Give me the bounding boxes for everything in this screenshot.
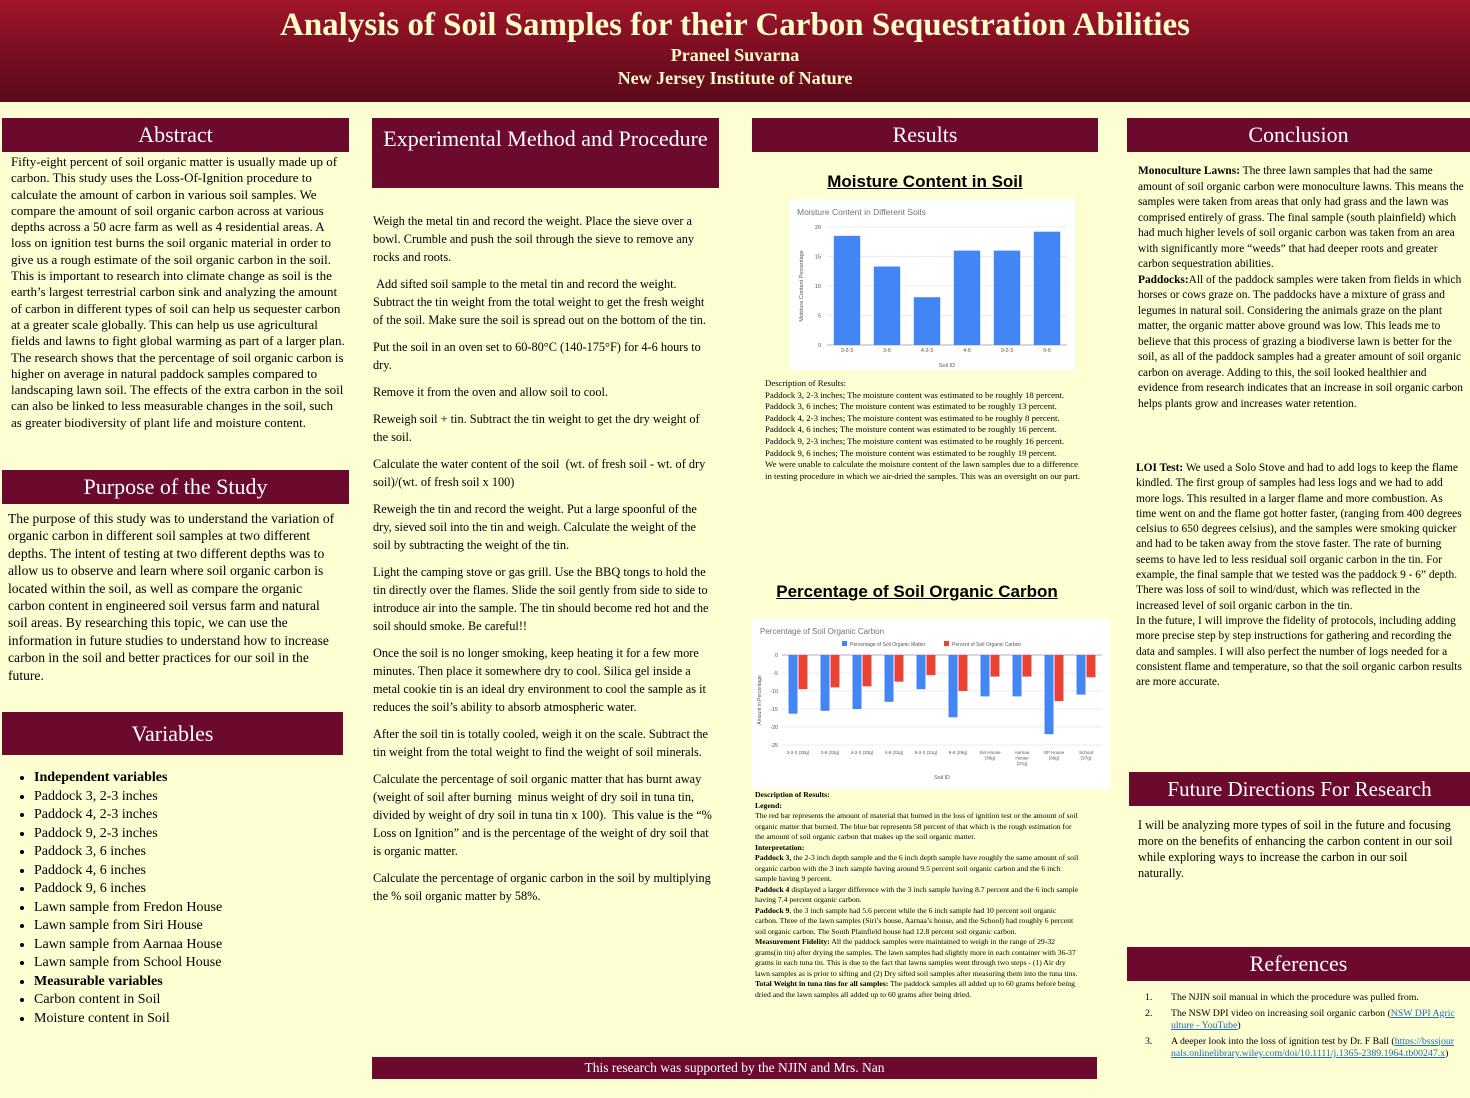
conclusion-lawns-label: Monoculture Lawns: xyxy=(1138,165,1240,177)
carbon-desc-line xyxy=(755,811,1080,843)
carbon-desc-label: Measurement Fidelity: xyxy=(755,937,830,946)
variable-item: • Paddock 9, 2-3 inches xyxy=(34,825,354,844)
x-tick-label: 9-2-3 xyxy=(1000,348,1014,354)
x-tick-label: School xyxy=(1078,750,1094,755)
y-tick-label: -5 xyxy=(773,671,778,677)
carbon-desc-text: , the 3 inch sample had 5.6 percent while the 6 inch sample had 10 percent soil organic carbon. Three of the lawn samples (Siri’s house, Aarnaa’s house, and the School) had roughly 6 percent soil organic carbon. The South Plainfield house had 12.8 percent soil organic carbon. xyxy=(755,905,1074,936)
carbon-chart-svg xyxy=(752,619,1110,789)
bar xyxy=(949,655,958,717)
x-axis-label: Soil ID xyxy=(934,775,950,781)
carbon-desc-text: displayed a larger difference with the 3 inch sample having 8.7 percent and the 6 inch sample having 7.4 percent organic carbon. xyxy=(755,884,1079,904)
variable-item: • Paddock 4, 2-3 inches xyxy=(34,806,354,825)
moisture-chart-svg xyxy=(789,199,1075,370)
variable-item: • Measurable variables xyxy=(34,973,354,992)
reference-text: The NSW DPI video on increasing soil organic carbon ( xyxy=(1171,1007,1391,1019)
reference-item xyxy=(1133,1036,1458,1061)
purpose-text: The purpose of this study was to understand the variation of organic carbon in different soil samples at two different depths. The intent of testing at two different depths was to allow us to observe and learn where soil organic carbon is located within the soil, as well as compare the organic carbon content in engineered soil versus farm and natural soil areas. By researching this topic, we can use the information in future studies to understand how to increase carbon in the soil and better practices for our soil in the future. xyxy=(8,511,335,683)
variable-item: • Lawn sample from Aarnaa House xyxy=(34,936,354,955)
x-tick-label: 9-6 (29g) xyxy=(948,750,968,755)
reference-text: The NJIN soil manual in which the procedure was pulled from. xyxy=(1171,992,1419,1003)
loi-body: We used a Solo Stove and had to add logs to keep the flame kindled. The first group of samples had less logs and we had to add more logs. This resulted in a larger flame and more combustion. As time went on and the flame got hotter faster, (ranging from 400 degrees celsius to 650 degrees celsius), and the samples were smoking quicker and had to be taken away from the stove faster. The rate of burning seems to have led to less residual soil organic carbon in the tin. For example, the final sample that we tested was the paddock 9 - 6” depth. There was loss of soil to wind/dust, which was reflected in the increased level of soil organic carbon in the tin. xyxy=(1136,462,1462,612)
poster-title: Analysis of Soil Samples for their Carbon Sequestration Abilities xyxy=(279,7,1191,43)
carbon-chart xyxy=(752,619,1110,789)
references-list xyxy=(1133,992,1458,1064)
carbon-desc-line xyxy=(755,979,1080,1000)
bar xyxy=(917,655,926,689)
carbon-desc-label: Description of Results: xyxy=(755,790,830,799)
method-step: Reweigh soil + tin. Subtract the tin weight to get the dry weight of the soil. xyxy=(373,412,703,444)
x-tick-label: 9-6 xyxy=(1043,348,1051,354)
y-tick-label: 15 xyxy=(814,254,821,261)
bar xyxy=(1013,655,1022,696)
poster-header xyxy=(0,0,1470,102)
loi-text xyxy=(1136,461,1464,690)
conclusion-lawns xyxy=(1138,164,1464,273)
conclusion-text xyxy=(1138,164,1464,412)
bar xyxy=(1034,232,1060,345)
reference-number: 2. xyxy=(1145,1007,1153,1019)
carbon-desc-line xyxy=(755,801,1080,812)
method-step: Calculate the percentage of soil organic matter that has burnt away (weight of soil after burning minus weight of dry soil in tuna tin, divided by weight of dry soil in tuna tin x 100). This value is the “% Loss on Ignition” and is the percentage of the weight of dry soil that is organic matter. xyxy=(373,772,715,858)
moisture-desc-line: Paddock 4, 6 inches; The moisture content was estimated to be roughly 16 percent. xyxy=(765,424,1057,435)
y-tick-label: 10 xyxy=(814,284,821,290)
bar xyxy=(994,251,1020,345)
variable-item: • Paddock 3, 2-3 inches xyxy=(34,788,354,807)
method-step: Once the soil is no longer smoking, keep heating it for a few more minutes. Then place it somewhere dry to cool. Silica gel inside a metal cookie tin is an ideal dry environment to cool the sample as it reduces the soil’s ability to absorb atmospheric water. xyxy=(373,646,710,714)
carbon-desc-line xyxy=(755,790,1080,801)
x-tick-label: 4-2-3 xyxy=(920,348,934,354)
y-axis-label: Amount in Percentage xyxy=(757,675,763,725)
bar xyxy=(927,655,936,675)
carbon-desc-text: The red bar represents the amount of material that burned in the loss of ignition test or the amount of soil organic matter that burned. The blue bar represents 58 percent of that which is the rough estimation for the amount of soil organic carbon that makes up the soil organic matter. xyxy=(755,811,1078,841)
bar xyxy=(914,297,940,345)
bar xyxy=(789,655,798,714)
moisture-desc-line: Paddock 9, 2-3 inches; The moisture content was estimated to be roughly 16 percent. xyxy=(765,435,1065,446)
conclusion-paddocks xyxy=(1138,273,1464,413)
moisture-subheading: Moisture Content in Soil xyxy=(827,172,1023,191)
method-step: Calculate the water content of the soil (wt. of fresh soil - wt. of dry soil)/(wt. of fresh soil x 100) xyxy=(373,457,709,489)
method-step: Weigh the metal tin and record the weight. Place the sieve over a bowl. Crumble and push the soil through the sieve to remove any rocks and roots. xyxy=(373,214,698,264)
bar xyxy=(885,655,894,702)
y-tick-label: 0 xyxy=(817,343,821,349)
bar xyxy=(959,655,968,691)
reference-link[interactable]: NSW DPI Agriculture - YouTube xyxy=(1171,1007,1455,1031)
variable-item: • Independent variables xyxy=(34,769,354,788)
moisture-desc-line: Paddock 3, 6 inches; The moisture content was estimated to be roughly 13 percent. xyxy=(765,401,1057,412)
bar xyxy=(799,655,808,689)
reference-link[interactable]: https://bsssjournals.onlinelibrary.wiley.com/doi/10.1111/j.1365-2389.1964.tb00247.x xyxy=(1171,1035,1455,1059)
carbon-subheading: Percentage of Soil Organic Carbon xyxy=(776,582,1058,601)
author-name: Praneel Suvarna xyxy=(670,45,800,65)
moisture-chart xyxy=(789,199,1075,370)
variables-list xyxy=(16,769,354,1028)
x-tick-label: (36g) xyxy=(1048,755,1060,761)
method-step: Calculate the percentage of organic carbon in the soil by multiplying the % soil organic matter by 58%. xyxy=(373,871,714,903)
x-tick-label: (37g) xyxy=(1080,755,1092,761)
conclusion-future: In the future, I will improve the fidelity of protocols, including adding more precise step by step instructions for gathering and recording the data and samples. I will also perfect the number of logs needed for a consistent flame and temperature, so that the soil organic carbon results are more accurate. xyxy=(1136,614,1462,689)
method-heading: Experimental Method and Procedure xyxy=(372,118,719,188)
y-tick-label: -20 xyxy=(770,725,778,731)
moisture-desc-line: Paddock 3, 2-3 inches; The moisture content was estimated to be roughly 18 percent. xyxy=(765,389,1065,400)
x-tick-label: 4-6 (31g) xyxy=(884,750,904,755)
reference-item xyxy=(1133,992,1458,1005)
method-step: After the soil tin is totally cooled, weigh it on the scale. Subtract the tin weight from the total weight to find the weight of soil minerals. xyxy=(373,727,712,759)
carbon-desc-label: Paddock 4 xyxy=(755,884,790,894)
carbon-desc-line xyxy=(755,853,1080,885)
x-tick-label: House xyxy=(1015,755,1029,761)
legend-label: Percent of Soil Organic Carbon xyxy=(952,642,1022,648)
variable-item: • Paddock 3, 6 inches xyxy=(34,843,354,862)
institution-name: New Jersey Institute of Nature xyxy=(617,68,853,88)
loi-paragraph xyxy=(1136,461,1464,614)
carbon-desc-line xyxy=(755,843,1080,854)
variables-heading: Variables xyxy=(2,712,343,755)
chart-title: Percentage of Soil Organic Carbon xyxy=(760,627,885,636)
bar xyxy=(821,655,830,711)
variable-item: • Lawn sample from Fredon House xyxy=(34,899,354,918)
legend-label: Percentage of Soil Organic Matter xyxy=(850,642,926,648)
carbon-desc-label: Interpretation: xyxy=(755,842,805,852)
bar xyxy=(874,267,900,345)
x-tick-label: 9-2-3 (31g) xyxy=(914,750,938,755)
x-tick-label: 4-2-3 (33g) xyxy=(850,750,874,755)
carbon-desc-label: Total Weight in tuna tins for all samples: xyxy=(755,979,889,988)
bar xyxy=(863,655,872,686)
moisture-desc-line: Description of Results: xyxy=(765,378,847,388)
references-heading: References xyxy=(1127,947,1470,981)
bar xyxy=(1087,655,1096,677)
reference-number: 1. xyxy=(1145,992,1153,1003)
x-tick-label: 3-6 xyxy=(883,348,891,354)
y-axis-label: Moisture Content Percentage xyxy=(799,250,805,322)
carbon-desc-label: Paddock 3, xyxy=(755,853,792,862)
legend-swatch xyxy=(842,641,847,646)
conclusion-paddocks-label: Paddocks: xyxy=(1138,273,1189,286)
moisture-desc-line: Paddock 4, 2-3 inches; The moisture content was estimated to be roughly 8 percent. xyxy=(765,412,1060,423)
bar xyxy=(1077,655,1086,695)
y-tick-label: -25 xyxy=(770,743,778,749)
bar xyxy=(834,236,860,345)
method-step: Put the soil in an oven set to 60-80°C (140-175°F) for 4-6 hours to dry. xyxy=(373,340,704,372)
loi-label: LOI Test: xyxy=(1136,462,1184,474)
variable-item: • Paddock 9, 6 inches xyxy=(34,880,354,899)
reference-close: ) xyxy=(1237,1020,1241,1031)
method-step: Add sifted soil sample to the metal tin and record the weight. Subtract the tin weight from the total weight to get the fresh weight of the soil. Make sure the soil is spread out on the bottom of the tin. xyxy=(373,277,708,327)
moisture-desc-line: Paddock 9, 6 inches; The moisture content was estimated to be roughly 19 percent. xyxy=(765,447,1057,458)
moisture-description xyxy=(765,378,1085,482)
method-steps xyxy=(373,212,713,914)
x-tick-label: SP House xyxy=(1043,750,1065,755)
reference-body xyxy=(1171,1008,1458,1033)
x-tick-label: 4-6 xyxy=(963,348,971,354)
conclusion-paddocks-text: All of the paddock samples were taken from fields in which horses or cows graze on. The paddocks have a mixture of grass and legumes in natural soil. Considering the animals graze on the plant matter, the organic matter above ground was low. This leads me to believe that this process of grazing a biodiverse lawn is better for the soil, as all of the paddock samples had a greater amount of soil organic carbon on average. Adding to this, the soil looked healthier and evidence from research indicates that an increase in soil organic carbon helps plants grow and increases water retention. xyxy=(1138,273,1463,410)
y-tick-label: -15 xyxy=(770,707,778,713)
moisture-desc-line: We were unable to calculate the moisture content of the lawn samples due to a difference in testing procedure in which we air-dried the samples. This was an oversight on our part. xyxy=(765,459,1081,481)
future-text: I will be analyzing more types of soil in the future and focusing more on the benefits of enhancing the carbon content in our soil while exploring ways to increase the carbon in our soil naturally. xyxy=(1138,818,1453,880)
x-tick-label: (38g) xyxy=(984,755,996,761)
reference-body xyxy=(1171,1036,1458,1061)
results-heading: Results xyxy=(752,118,1098,152)
y-tick-label: 5 xyxy=(817,313,821,320)
x-tick-label: Aarnaa xyxy=(1014,750,1030,755)
method-step: Remove it from the oven and allow soil to cool. xyxy=(373,385,608,399)
reference-body xyxy=(1171,992,1419,1005)
chart-title: Moisture Content in Different Soils xyxy=(797,207,926,217)
x-tick-label: 3-2-3 xyxy=(840,348,854,354)
reference-text: A deeper look into the loss of ignition test by Dr. F Ball ( xyxy=(1171,1035,1395,1047)
y-tick-label: 20 xyxy=(814,225,821,231)
bar xyxy=(991,655,1000,677)
carbon-desc-line xyxy=(755,885,1080,906)
future-heading: Future Directions For Research xyxy=(1129,772,1470,806)
conclusion-heading: Conclusion xyxy=(1127,118,1470,152)
reference-number: 3. xyxy=(1145,1035,1153,1047)
footer-acknowledgement: This research was supported by the NJIN and Mrs. Nan xyxy=(372,1057,1097,1079)
carbon-desc-label: Paddock 9 xyxy=(755,905,790,915)
variable-item: • Carbon content in Soil xyxy=(34,991,354,1010)
carbon-desc-text: All the paddock samples were maintained to weigh in the range of 29-32 grams(in tin) after drying the samples. The lawn samples had slightly more in each container with 36-37 grams in each tuna tin. This is due to the fact that lawns samples went through two steps - (1) Air dry lawn samples as is prior to sifting and (2) Dry sifted soil samples after measuring them into the tuna tins. xyxy=(755,937,1078,978)
bar xyxy=(954,251,980,345)
method-step: Reweigh the tin and record the weight. Put a large spoonful of the dry, sieved soil into the tin and weigh. Calculate the weight of the soil by subtracting the weight of the tin. xyxy=(373,502,700,552)
purpose-heading: Purpose of the Study xyxy=(2,470,349,504)
abstract-heading: Abstract xyxy=(2,118,349,152)
carbon-desc-text: the 2-3 inch depth sample and the 6 inch depth sample have roughly the same amount of soil organic carbon with the 3 inch sample having around 9.5 percent soil organic carbon and the 6 inch sample having 9 percent. xyxy=(755,853,1079,883)
variable-item: • Paddock 4, 6 inches xyxy=(34,862,354,881)
bar xyxy=(853,655,862,709)
bar xyxy=(1023,655,1032,677)
variable-item: • Moisture content in Soil xyxy=(34,1010,354,1029)
conclusion-lawns-text: The three lawn samples that had the same amount of soil organic carbon were monoculture lawns. This means the samples were taken from areas that only had grass and the lawn was comprised entirely of grass. The final sample (south plainfield) which had much higher levels of soil organic carbon was taken from an area with significantly more “weeds” that had deeper roots and greater carbon sequestration abilities. xyxy=(1138,165,1464,270)
x-tick-label: Siri House xyxy=(979,750,1001,755)
carbon-desc-label: Legend: xyxy=(755,800,782,810)
method-step: Light the camping stove or gas grill. Use the BBQ tongs to hold the tin directly over the flames. Slide the soil gently from side to side to introduce air into the sample. The tin should become red hot and the soil should smoke. Be careful!! xyxy=(373,565,712,633)
carbon-description xyxy=(755,790,1080,1000)
x-axis-label: Soil ID xyxy=(938,363,956,369)
bar xyxy=(1045,655,1054,734)
x-tick-label: 3-2-3 (30g) xyxy=(786,750,810,755)
reference-close: ) xyxy=(1445,1048,1449,1059)
legend-swatch xyxy=(944,641,949,646)
bar xyxy=(1055,655,1064,701)
carbon-desc-text: The paddock samples all added up to 60 grams before being dried and the lawn samples all added up to 60 grams after being dried. xyxy=(755,979,1075,999)
abstract-text: Fifty-eight percent of soil organic matter is usually made up of carbon. This study uses the Loss-Of-Ignition procedure to calculate the amount of carbon in various soil samples. We compare the amount of soil organic carbon across at various depths across a 50 acre farm as well as 4 residential areas. A loss on ignition test burns the soil organic material in order to give us a rough estimate of the soil organic carbon in the soil. This is important to research into climate change as soil is the earth’s largest terrestrial carbon sink and analyzing the amount of carbon in different types of soil can help us sequester carbon at a greater scale globally. This can help us use agricultural fields and lawns to fight global warming as part of a larger plan. The research shows that the percentage of soil organic carbon is higher on average in natural paddock samples compared to landscaping lawn soil. The effects of the extra carbon in the soil can also be linked to less measurable changes in the soil, such as greater biodiversity of plant life and moisture content. xyxy=(11,154,345,430)
carbon-desc-line xyxy=(755,906,1080,938)
reference-item xyxy=(1133,1008,1458,1033)
x-tick-label: 3-6 (32g) xyxy=(820,750,840,755)
carbon-desc-line xyxy=(755,937,1080,979)
y-tick-label: 0 xyxy=(775,653,778,659)
bar xyxy=(831,655,840,687)
variable-item: • Lawn sample from School House xyxy=(34,954,354,973)
variable-item: • Lawn sample from Siri House xyxy=(34,917,354,936)
bar xyxy=(895,655,904,682)
x-tick-label: (37g) xyxy=(1016,761,1028,766)
y-tick-label: -10 xyxy=(770,689,778,695)
bar xyxy=(981,655,990,696)
